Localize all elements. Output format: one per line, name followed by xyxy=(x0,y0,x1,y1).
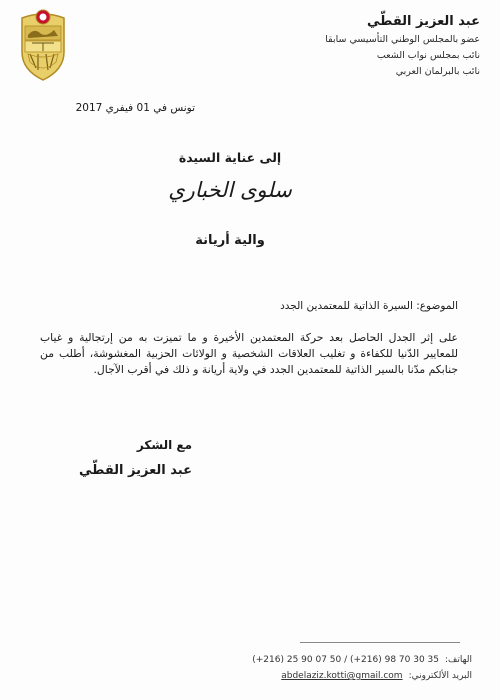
recipient-title: والية أريانة xyxy=(195,233,265,248)
letter-date: تونس في 01 فيفري 2017 xyxy=(75,102,195,114)
letter-subject: الموضوع: السيرة الذاتية للمعتمدين الجدد xyxy=(280,300,458,312)
phone-label: الهاتف: xyxy=(445,655,472,665)
footer-contact xyxy=(250,652,472,684)
phone-value: (+216) 25 90 07 50 / (+216) 98 70 30 35 xyxy=(252,655,439,665)
letter-body: على إثر الجدل الحاصل بعد حركة المعتمدين الأخيرة و ما تميزت به من إرتجالية و غياب للمعايير الدّنيا للكفاءة و تغليب العلاقات الشخصية و الولائات الحزبية المغشوشة، أطلب من جنابكم مدّنا بالسير الذاتية للمعتمدين الجدد في ولاية أريانة و ذلك في أقرب الآجال. xyxy=(40,331,458,376)
closing-signature: عبد العزيز القطّي xyxy=(79,463,192,478)
closing-thanks: مع الشكر xyxy=(136,438,192,452)
closing-block xyxy=(52,432,192,484)
footer-phone-row xyxy=(250,652,472,668)
footer-divider xyxy=(300,642,460,643)
recipient-name: سلوى الخباري xyxy=(168,178,292,202)
sender-role-1: عضو بالمجلس الوطني التأسيسي سابقا xyxy=(325,34,480,45)
sender-name: عبد العزيز القطّي xyxy=(367,14,480,29)
footer-email-row xyxy=(250,668,472,684)
tunisia-coat-of-arms-icon xyxy=(14,8,72,82)
sender-role-2: نائب بمجلس نواب الشعب xyxy=(376,50,480,61)
email-label: البريد الألكتروني: xyxy=(408,671,472,681)
sender-block xyxy=(250,14,480,80)
email-link[interactable]: abdelaziz.kotti@gmail.com xyxy=(281,671,403,681)
salutation-attention: إلى عناية السيدة xyxy=(178,150,282,165)
sender-role-3: نائب بالبرلمان العربي xyxy=(395,66,480,77)
